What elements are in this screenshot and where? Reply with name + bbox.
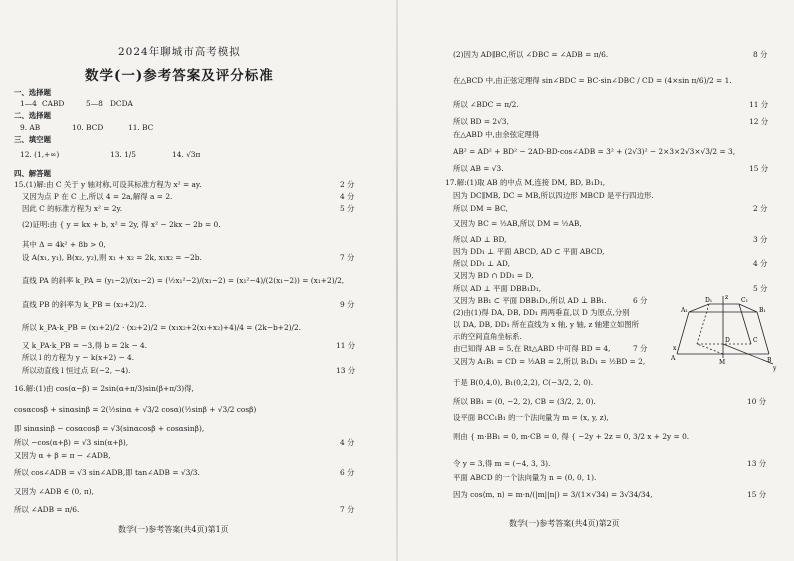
score-label: 4 分 — [753, 259, 768, 268]
solution-line: 所以 ∠ADB = π/6. — [14, 505, 80, 514]
solution-line: 设 A(x₁, y₁), B(x₂, y₂),则 x₁ + x₂ = 2k, x₁x₂ = −2b. — [22, 253, 202, 262]
solution-line: 在△BCD 中,由正弦定理得 sin∠BDC = BC·sin∠DBC / CD = (4×sin π/6)/2 = 1. — [453, 76, 732, 85]
answer-text: 11. BC — [128, 123, 154, 132]
solution-line: 所以 cos∠ADB = √3 sin∠ADB,即 tan∠ADB = √3/3. — [14, 468, 200, 477]
section-heading: 四、解答题 — [14, 169, 51, 178]
solution-line: 令 y = 3,得 m = (−4, 3, 3). — [453, 459, 551, 468]
score-label: 12 分 — [749, 117, 769, 126]
score-label: 2 分 — [753, 204, 768, 213]
fig-label-b1: B₁ — [759, 307, 766, 314]
answer-label: 5—8 — [86, 99, 103, 108]
score-label: 6 分 — [633, 296, 648, 305]
solution-line: 15.(1)解:由 C 关于 y 轴对称,可设其标准方程为 x² = ay. — [14, 180, 202, 189]
score-label: 4 分 — [340, 438, 355, 447]
solution-line: (2)证明:由 { y = kx + b, x² = 2y, 得 x² − 2kx − 2b = 0. — [22, 220, 221, 229]
answer-text: 9. AB — [20, 123, 41, 132]
fig-label-a1: A₁ — [681, 307, 688, 314]
fig-label-c: C — [753, 337, 758, 344]
solution-line: 其中 Δ = 4k² + 8b > 0, — [22, 240, 106, 249]
score-label: 11 分 — [749, 100, 769, 109]
solution-line: 示的空间直角坐标系. — [453, 332, 522, 341]
solution-line: 所以 DM = BC, — [453, 204, 508, 213]
solution-line: 直线 PB 的斜率为 k_PB = (x₂+2)/2. — [22, 300, 147, 309]
score-label: 9 分 — [340, 300, 355, 309]
solution-line: 又因为 A₁B₁ = CD = ½AB = 2,所以 B₁D₁ = ½BD = 2, — [453, 357, 646, 366]
section-heading: 三、填空题 — [14, 135, 51, 144]
solution-line: 又因为 α + β = π − ∠ADB, — [14, 451, 111, 460]
solution-line: AB² = AD² + BD² − 2AD·BD·cos∠ADB = 3² + (2√3)² − 2×3×2√3×√3/2 = 3, — [453, 147, 736, 156]
fig-label-d: D — [725, 337, 730, 344]
fig-label-a: A — [671, 355, 676, 362]
solution-line: 所以 DD₁ ⊥ AD, — [453, 259, 510, 268]
score-label: 7 分 — [340, 505, 355, 514]
fig-label-d1: D₁ — [705, 297, 713, 304]
score-label: 5 分 — [753, 284, 768, 293]
solution-line: 在△ABD 中,由余弦定理得 — [453, 130, 540, 139]
solution-line: 则由 { m·BB₁ = 0, m·CB = 0, 得 { −2y + 2z = 0, 3/2 x + 2y = 0. — [453, 432, 690, 441]
solution-line: 平面 ABCD 的一个法向量为 n = (0, 0, 1). — [453, 473, 597, 482]
solution-line: 所以 BB₁ = (0, −2, 2), CB = (3/2, 2, 0). — [453, 397, 596, 406]
solution-line: 以 DA, DB, DD₁ 所在直线为 x 轴, y 轴, z 轴建立如图所 — [453, 320, 640, 329]
solution-line: 所以动直线 l 恒过点 E(−2, −4). — [22, 366, 131, 375]
answer-text: 12. (1,+∞) — [20, 150, 60, 159]
fig-label-b: B — [767, 357, 772, 364]
score-label: 8 分 — [753, 50, 768, 59]
answer-text: CABD — [42, 99, 65, 108]
solution-line: (2)由(1)得 DA, DB, DD₁ 两两垂直,以 D 为原点,分别 — [453, 308, 630, 317]
solution-line: 设平面 BCC₁B₁ 的一个法向量为 m = (x, y, z), — [453, 413, 609, 422]
answer-text: 14. √3π — [172, 150, 201, 159]
score-label: 13 分 — [336, 366, 356, 375]
score-label: 6 分 — [340, 468, 355, 477]
answer-text: 10. BCD — [72, 123, 104, 132]
score-label: 15 分 — [749, 164, 769, 173]
solution-line: 因为 cos⟨m, n⟩ = m·n/(|m||n|) = 3/(1×√34) = 3√34/34, — [453, 490, 653, 499]
solution-line: 又因为 ∠ADB ∈ (0, π), — [14, 487, 94, 496]
solution-line: 又 k_PA·k_PB = −3,得 b = 2k − 4. — [22, 341, 148, 350]
solution-line: (2)因为 AD∥BC,所以 ∠DBC = ∠ADB = π/6. — [453, 50, 609, 59]
score-label: 4 分 — [340, 192, 355, 201]
exam-title: 2024年聊城市高考模拟 — [118, 46, 241, 58]
fig-label-x: x — [673, 345, 677, 352]
solution-line: 因为 DD₁ ⊥ 平面 ABCD, AD ⊂ 平面 ABCD, — [453, 247, 605, 256]
solution-line: 直线 PA 的斜率 k_PA = (y₁−2)/(x₁−2) = (½x₁²−2)/(x₁−2) = (x₁²−4)/(2(x₁−2)) = (x₁+2)/2, — [22, 276, 345, 285]
page-right — [397, 0, 794, 561]
solution-line: 所以 −cos(α+β) = √3 sin(α+β), — [14, 438, 129, 447]
solution-line: 所以 AD ⊥ 平面 DBB₁D₁, — [453, 284, 542, 293]
fig-label-m: M — [719, 359, 726, 366]
answer-label: 1—4 — [20, 99, 37, 108]
page-footer: 数学(一)参考答案(共4页)第2页 — [509, 519, 620, 528]
solution-line: 所以 AB = √3. — [453, 164, 504, 173]
solution-line: 即 sinαsinβ − cosαcosβ = √3(sinαcosβ + cosαsinβ), — [14, 424, 205, 433]
solution-line: 17.解:(1)取 AB 的中点 M,连接 DM, BD, B₁D₁, — [445, 178, 606, 187]
solution-line: 又因为 BC = ½AB,所以 DM = ½AB, — [453, 219, 582, 228]
fig-label-z: z — [725, 294, 729, 301]
page-footer: 数学(一)参考答案(共4页)第1页 — [118, 525, 229, 534]
answer-text: 13. 1/5 — [110, 150, 136, 159]
solution-line: 又因为 BD ∩ DD₁ = D, — [453, 271, 534, 280]
solution-line: 于是 B(0,4,0), B₁(0,2,2), C(−3/2, 2, 0). — [453, 378, 594, 387]
score-label: 13 分 — [747, 459, 767, 468]
fig-label-c1: C₁ — [741, 297, 748, 304]
section-heading: 二、选择题 — [14, 111, 51, 120]
solution-line: 由已知得 AB = 5,在 Rt△ABD 中可得 BD = 4, — [453, 344, 611, 353]
solution-line: 因为 DC∥MB, DC = MB,所以四边形 MBCD 是平行四边形. — [453, 191, 654, 200]
score-label: 15 分 — [747, 490, 767, 499]
solution-line: 所以 k_PA·k_PB = (x₁+2)/2 · (x₂+2)/2 = (x₁x₂+2(x₁+x₂)+4)/4 = (2k−b+2)/2. — [22, 323, 302, 332]
score-label: 5 分 — [340, 204, 355, 213]
solution-line: 所以 AD ⊥ BD, — [453, 235, 507, 244]
section-heading: 一、选择题 — [14, 88, 51, 97]
solution-line: 因此 C 的标准方程为 x² = 2y. — [22, 204, 123, 213]
solution-line: 又因为 BB₁ ⊂ 平面 DBB₁D₁,所以 AD ⊥ BB₁. — [453, 296, 607, 305]
solution-line: 16.解:(1)由 cos(α−β) = 2sin(α+π/3)sin(β+π/3)得, — [14, 384, 194, 393]
frustum-figure — [669, 292, 779, 372]
answer-title: 数学(一)参考答案及评分标准 — [85, 68, 274, 84]
solution-line: 所以 l 的方程为 y − k(x+2) − 4. — [22, 353, 135, 362]
solution-line: 又因为点 P 在 C 上,所以 4 = 2a,解得 a = 2. — [22, 192, 173, 201]
score-label: 11 分 — [336, 341, 356, 350]
score-label: 2 分 — [340, 180, 355, 189]
solution-line: 所以 ∠BDC = π/2. — [453, 100, 519, 109]
solution-line: cosαcosβ + sinαsinβ = 2(½sinα + √3/2 cosα)(½sinβ + √3/2 cosβ) — [14, 405, 257, 414]
solution-line: 所以 BD = 2√3, — [453, 117, 509, 126]
score-label: 3 分 — [753, 235, 768, 244]
score-label: 10 分 — [747, 397, 767, 406]
score-label: 7 分 — [340, 253, 355, 262]
answer-text: DCDA — [110, 99, 133, 108]
score-label: 7 分 — [633, 344, 648, 353]
fig-label-y: y — [773, 365, 777, 372]
